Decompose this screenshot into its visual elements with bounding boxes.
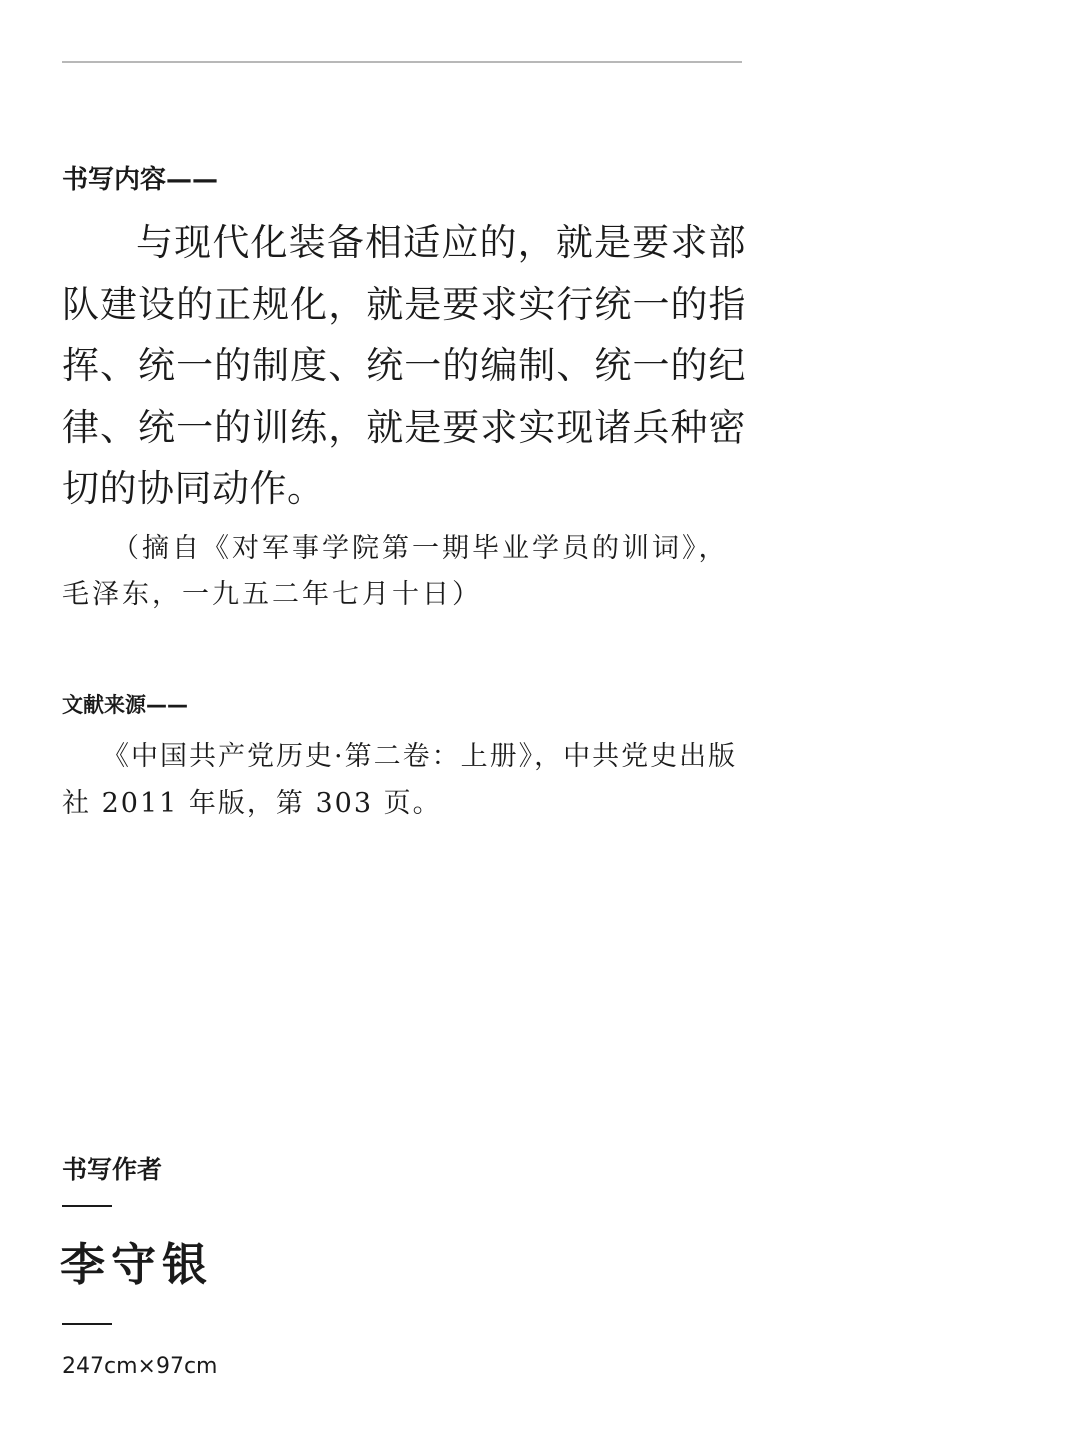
author-divider-bottom [62, 1323, 112, 1325]
author-name: 李守银 [60, 1238, 214, 1291]
content-section-label: 书写内容—— [62, 165, 219, 195]
source-section-label: 文献来源—— [62, 693, 188, 717]
top-divider [62, 61, 742, 63]
author-section-label: 书写作者 [62, 1155, 163, 1184]
artwork-dimensions: 247cm×97cm [62, 1354, 218, 1379]
quote-citation: （摘自《对军事学院第一期毕业学员的训词》，毛泽东，一九五二年七月十日） [62, 533, 729, 610]
author-divider-top [62, 1205, 112, 1207]
source-reference: 《中国共产党历史·第二卷：上册》，中共党史出版社 2011 年版，第 303 页。 [62, 741, 738, 819]
quote-body: 与现代化装备相适应的，就是要求部队建设的正规化，就是要求实行统一的指挥、统一的制度、统一的编制、统一的纪律、统一的训练，就是要求实现诸兵种密切的协同动作。 [62, 221, 746, 510]
